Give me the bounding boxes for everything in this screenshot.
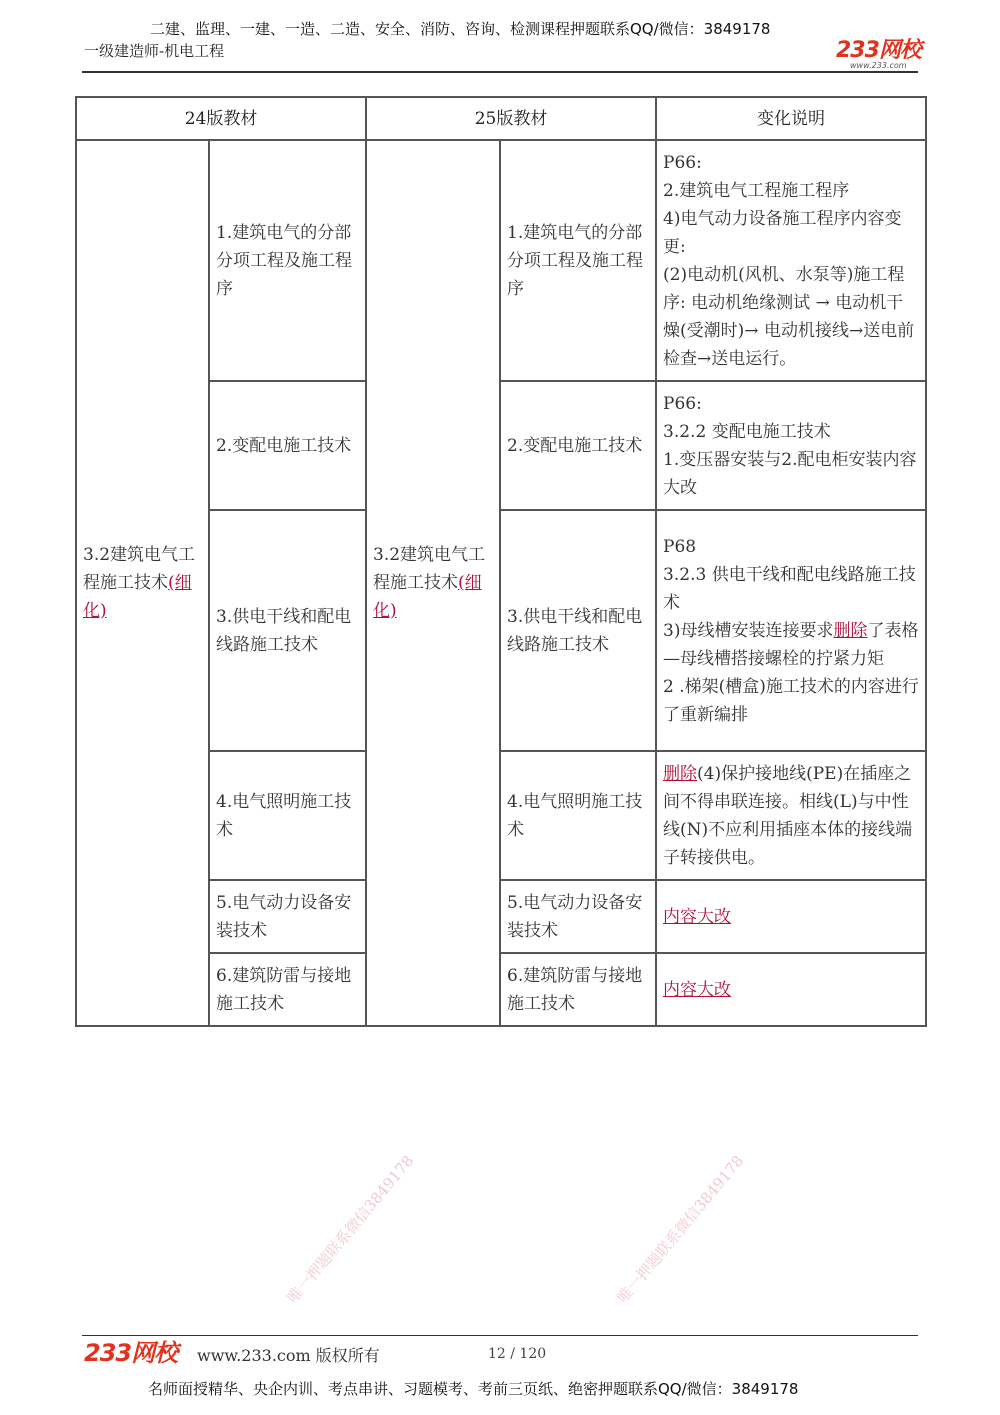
change-note: 内容大改 [656,953,926,1026]
footer-divider [82,1335,918,1336]
item-24: 4.电气照明施工技术 [209,751,366,880]
watermark: 唯一押题联系微信3849178 [613,1151,748,1307]
page-number: 12 / 120 [488,1346,547,1362]
item-25: 5.电气动力设备安装技术 [500,880,656,953]
change-note: 删除(4)保护接地线(PE)在插座之间不得串联连接。相线(L)与中性线(N)不应利用插座本体的接线端子转接供电。 [656,751,926,880]
change-note: P66: 3.2.2 变配电施工技术 1.变压器安装与2.配电柜安装内容大改 [656,381,926,510]
item-24: 2.变配电施工技术 [209,381,366,510]
change-note: P68 3.2.3 供电干线和配电线路施工技术 3)母线槽安装连接要求删除了表格—母线槽搭接螺栓的拧紧力矩 2 .梯架(槽盒)施工技术的内容进行了重新编排 [656,510,926,751]
item-24: 1.建筑电气的分部分项工程及施工程序 [209,140,366,381]
header-divider [82,71,918,73]
item-25: 4.电气照明施工技术 [500,751,656,880]
logo-url: www.233.com [850,61,907,70]
footer-copyright: www.233.com 版权所有 [197,1346,380,1365]
item-25: 3.供电干线和配电线路施工技术 [500,510,656,751]
footer-logo: 233网校 [84,1339,178,1367]
logo: 233网校 [836,38,921,63]
comparison-table [75,96,927,1027]
document-subtitle: 一级建造师-机电工程 [84,42,225,60]
item-24: 5.电气动力设备安装技术 [209,880,366,953]
header-25: 25版教材 [366,97,656,140]
item-25: 2.变配电施工技术 [500,381,656,510]
footer-promo: 名师面授精华、央企内训、考点串讲、习题模考、考前三页纸、绝密押题联系QQ/微信：3849178 [148,1380,799,1398]
header-promo: 二建、监理、一建、一造、二造、安全、消防、咨询、检测课程押题联系QQ/微信：3849178 [150,20,771,38]
change-note: 内容大改 [656,880,926,953]
header-change: 变化说明 [656,97,926,140]
item-25: 6.建筑防雷与接地施工技术 [500,953,656,1026]
section-24: 3.2建筑电气工程施工技术(细化) [76,140,209,1026]
change-note: P66: 2.建筑电气工程施工程序 4)电气动力设备施工程序内容变更: (2)电动机(风机、水泵等)施工程序: 电动机绝缘测试 → 电动机干燥(受潮时)→ 电动机接线→送电前检查→送电运行。 [656,140,926,381]
item-25: 1.建筑电气的分部分项工程及施工程序 [500,140,656,381]
item-24: 6.建筑防雷与接地施工技术 [209,953,366,1026]
header-24: 24版教材 [76,97,366,140]
section-25: 3.2建筑电气工程施工技术(细化) [366,140,500,1026]
item-24: 3.供电干线和配电线路施工技术 [209,510,366,751]
watermark: 唯一押题联系微信3849178 [283,1151,418,1307]
